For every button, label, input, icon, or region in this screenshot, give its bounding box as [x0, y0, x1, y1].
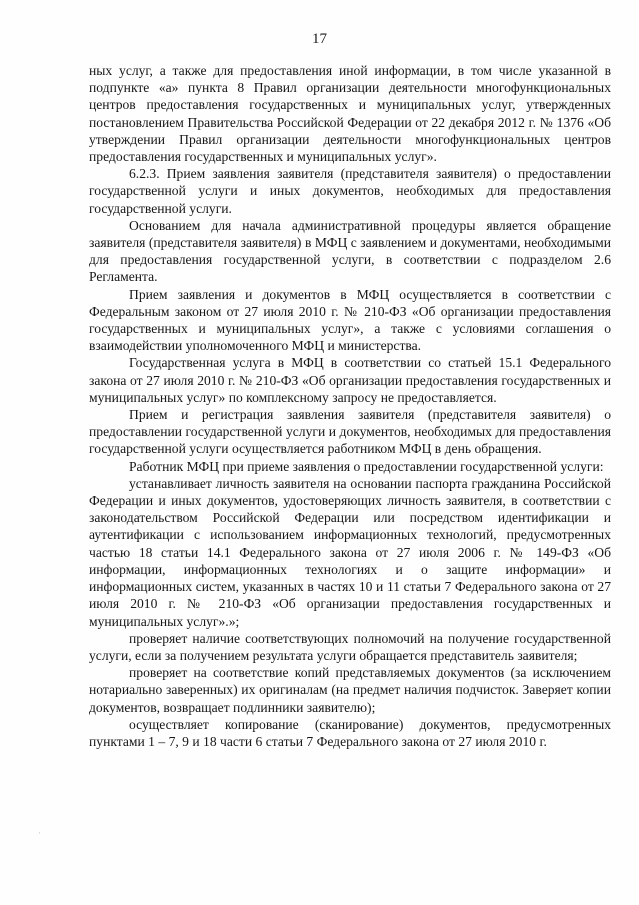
paragraph-reception: Прием заявления и документов в МФЦ осуществляется в соответствии с Федеральным законом от 27 июля 2010 г. № 210-ФЗ «Об организации предоставления государственных и муниципальных услуг», а также с условиями соглашения о взаимодействии уполномоченного МФЦ и министерства.: [89, 286, 611, 354]
paragraph-copies-check: проверяет на соответствие копий представляемых документов (за исключением нотариально заверенных) их оригиналам (на предмет наличия подчисток. Заверяет копии документов, возвращает подлинники заявителю);: [89, 665, 611, 715]
paragraph-section-6-2-3: 6.2.3. Прием заявления заявителя (представителя заявителя) о предоставлении государственной услуги и иных документов, необходимых для предоставления государственной услуги.: [89, 166, 611, 216]
paragraph-scanning: осуществляет копирование (сканирование) документов, предусмотренных пунктами 1 – 7, 9 и 18 части 6 статьи 7 Федерального закона от 27 июля 2010 г.: [89, 716, 611, 749]
paragraph-complex-request: Государственная услуга в МФЦ в соответствии со статьей 15.1 Федерального закона от 27 июля 2010 г. № 210-ФЗ «Об организации предоставления государственных и муниципальных услуг» по комплексному запросу не предоставляется.: [89, 355, 611, 405]
paragraph-worker-duties: Работник МФЦ при приеме заявления о предоставлении государственной услуги:: [129, 458, 604, 474]
paragraph-registration: Прием и регистрация заявления заявителя (представителя заявителя) о предоставлении государственной услуги и документов, необходимых для предоставления государственной услуги осуществляется работником МФЦ в день обращения.: [89, 407, 611, 457]
margin-mark-icon: ·: [38, 828, 41, 838]
paragraph-authority-check: проверяет наличие соответствующих полномочий на получение государственной услуги, если за получением результата услуги обращается представитель заявителя;: [89, 630, 611, 663]
paragraph-continuation: ных услуг, а также для предоставления иной информации, в том числе указанной в подпункте «а» пункта 8 Правил организации деятельности многофункциональных центров предоставления государственных и муниципальных услуг, утвержденных постановлением Правительства Российской Федерации от 22 декабря 2012 г. № 1376 «Об утверждении Правил организации деятельности многофункциональных центров предоставления государственных и муниципальных услуг».: [89, 63, 611, 165]
page-number: 17: [312, 31, 327, 47]
paragraph-identity: устанавливает личность заявителя на основании паспорта гражданина Российской Федерации и иных документов, удостоверяющих личность заявителя, в соответствии с законодательством Российской Федерации или посредством идентификации и аутентификации с использованием информационных технологий, предусмотренных частью 18 статьи 14.1 Федерального закона от 27 июля 2006 г. № 149-ФЗ «Об информации, информационных технологиях и о защите информации» и информационных систем, указанных в частях 10 и 11 статьи 7 Федерального закона от 27 июля 2010 г. № 210-ФЗ «Об организации предоставления государственных и муниципальных услуг».»;: [89, 475, 611, 629]
document-body: [89, 62, 611, 750]
paragraph-basis: Основанием для начала административной процедуры является обращение заявителя (представителя заявителя) в МФЦ с заявлением и документами, необходимыми для предоставления государственной услуги, в соответствии с подразделом 2.6 Регламента.: [89, 217, 611, 285]
